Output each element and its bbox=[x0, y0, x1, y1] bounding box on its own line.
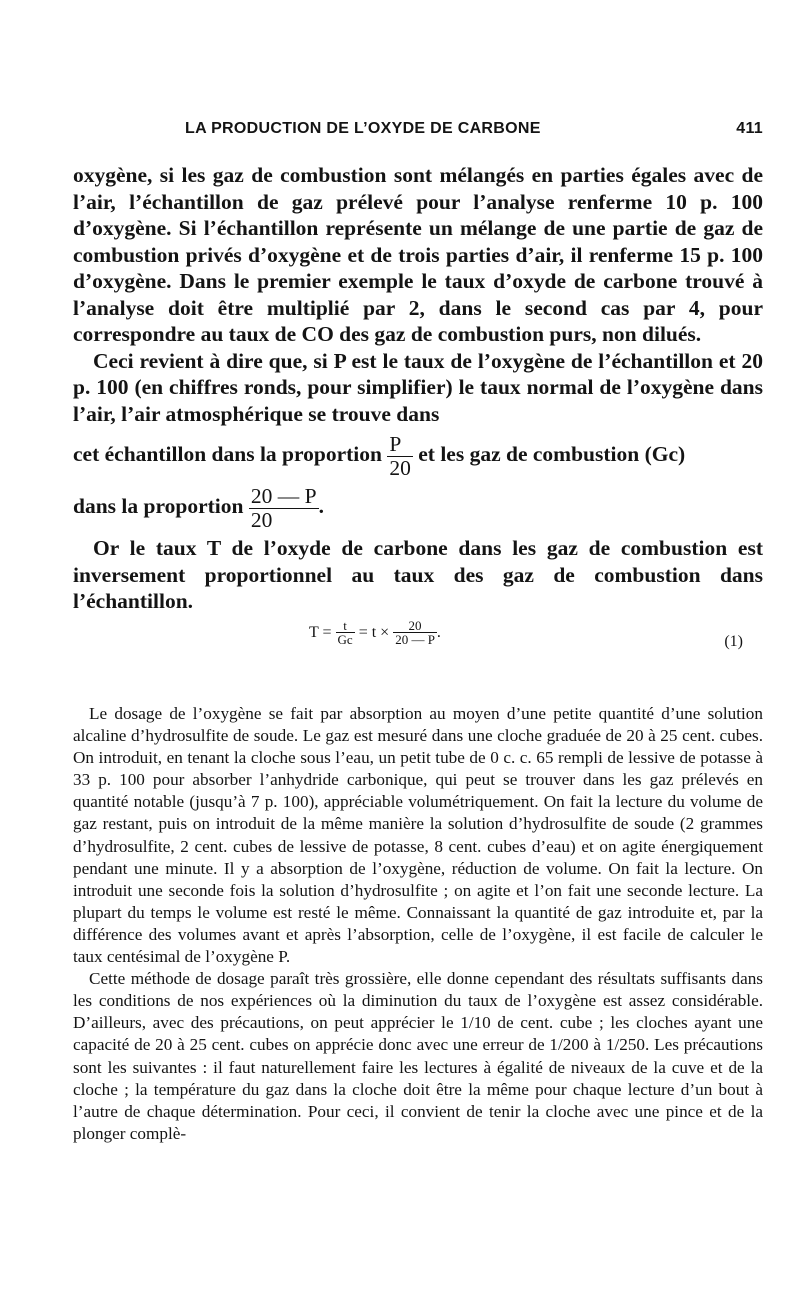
fraction-denominator: 20 bbox=[389, 455, 411, 480]
equation-lhs: T = bbox=[309, 623, 332, 641]
equation-number: (1) bbox=[724, 632, 743, 650]
fraction-20-over-20-minus-p bbox=[393, 619, 437, 647]
page-number: 411 bbox=[736, 120, 763, 137]
proportion-line-1 bbox=[73, 433, 763, 479]
paragraph-2: Ceci revient à dire que, si P est le taux de l’oxygène de l’échantillon et 20 p. 100 (en chiffres ronds, pour simplifier) le taux normal de l’oxygène dans l’air, l’air atmosphérique se trouve dans bbox=[73, 348, 763, 426]
main-text bbox=[73, 162, 763, 667]
equation-1 bbox=[73, 619, 763, 667]
fraction-numerator: 20 — P bbox=[250, 484, 317, 509]
fraction-numerator: P bbox=[387, 433, 413, 457]
fraction-20-minus-p-over-20 bbox=[249, 485, 319, 531]
paragraph-3: Or le taux T de l’oxyde de carbone dans les gaz de combustion est inversement proportionnel au taux des gaz de combustion dans l’échantillon. bbox=[73, 536, 763, 614]
fraction-t-over-gc bbox=[336, 619, 355, 647]
header-title: LA PRODUCTION DE L’OXYDE DE CARBONE bbox=[185, 120, 541, 137]
proportion-line-1-start: cet échantillon dans la proportion bbox=[73, 442, 382, 466]
fraction-denominator: Gc bbox=[337, 632, 353, 648]
proportion-line-2-end: . bbox=[318, 494, 324, 519]
small-paragraph-2: Cette méthode de dosage paraît très grossière, elle donne cependant des résultats suffisants dans les conditions de nos expériences où la diminution du taux de l’oxygène est assez considérable. D’ailleurs, avec des précautions, on peut apprécier le 1/10 de cent. cube ; les cloches ayant une capacité de 20 à 25 cent. cubes on apprécie donc avec une erreur de 1/200 à 1/250. Les précautions sont les suivantes : il faut naturellement faire les lectures à égalité de niveaux de la cuve et de la cloche ; la température du gaz dans la cloche doit être la même pour chaque lecture d’un bout à l’autre de chaque détermination. Pour ceci, il convient de tenir la cloche avec une pince et de la plonger complè- bbox=[73, 969, 763, 1143]
fraction-denominator: 20 — P bbox=[395, 632, 435, 648]
proportion-line-1-end: et les gaz de combustion (Gc) bbox=[418, 442, 686, 466]
equation-end: . bbox=[436, 623, 441, 641]
fraction-numerator: 20 bbox=[393, 619, 437, 634]
equation-middle: = t × bbox=[358, 623, 390, 641]
proportion-line-2-start: dans la proportion bbox=[73, 494, 244, 519]
small-paragraph-1: Le dosage de l’oxygène se fait par absorption au moyen d’une petite quantité d’une solution alcaline d’hydrosulfite de soude. Le gaz est mesuré dans une cloche graduée de 20 à 25 cent. cubes. On introduit, en tenant la cloche sous l’eau, un petit tube de 0 c. c. 65 rempli de lessive de potasse à 33 p. 100 pour absorber l’anhydride carbonique, qui peut se trouver dans les gaz prélevés en quantité notable (jusqu’à 7 p. 100), appréciable volumétriquement. On fait la lecture du volume de gaz restant, puis on introduit de la même manière la solution d’hydrosulfite de soude (2 grammes d’hydrosulfite, 2 cent. cubes de lessive de potasse, 8 cent. cubes d’eau) et on agite énergiquement pendant une minute. Il y a absorption de l’oxygène, réduction de volume. On fait la lecture. On introduit une seconde fois la solution d’hydrosulfite ; on agite et l’on fait une seconde lecture. La plupart du temps le volume est resté le même. Connaissant la quantité de gaz introduite et, par la différence des volumes avant et après l’absorption, celle de l’oxygène, il est facile de calculer le taux centésimal de l’oxygène P. bbox=[73, 704, 763, 967]
small-print-section bbox=[73, 703, 763, 1145]
proportion-line-2 bbox=[73, 485, 763, 531]
equation-body bbox=[309, 619, 441, 647]
fraction-denominator: 20 bbox=[250, 507, 273, 532]
running-header bbox=[185, 120, 763, 138]
fraction-numerator: t bbox=[336, 619, 355, 634]
fraction-p-over-20 bbox=[387, 433, 413, 479]
paragraph-1: oxygène, si les gaz de combustion sont mélangés en parties égales avec de l’air, l’échantillon de gaz prélevé pour l’analyse renferme 10 p. 100 d’oxygène. Si l’échantillon représente un mélange de une partie de gaz de combustion privés d’oxygène et de trois parties d’air, il renferme 15 p. 100 d’oxygène. Dans le premier exemple le taux d’oxyde de carbone trouvé à l’analyse doit être multiplié par 2, dans le second cas par 4, pour correspondre au taux de CO des gaz de combustion purs, non dilués. bbox=[73, 163, 763, 346]
